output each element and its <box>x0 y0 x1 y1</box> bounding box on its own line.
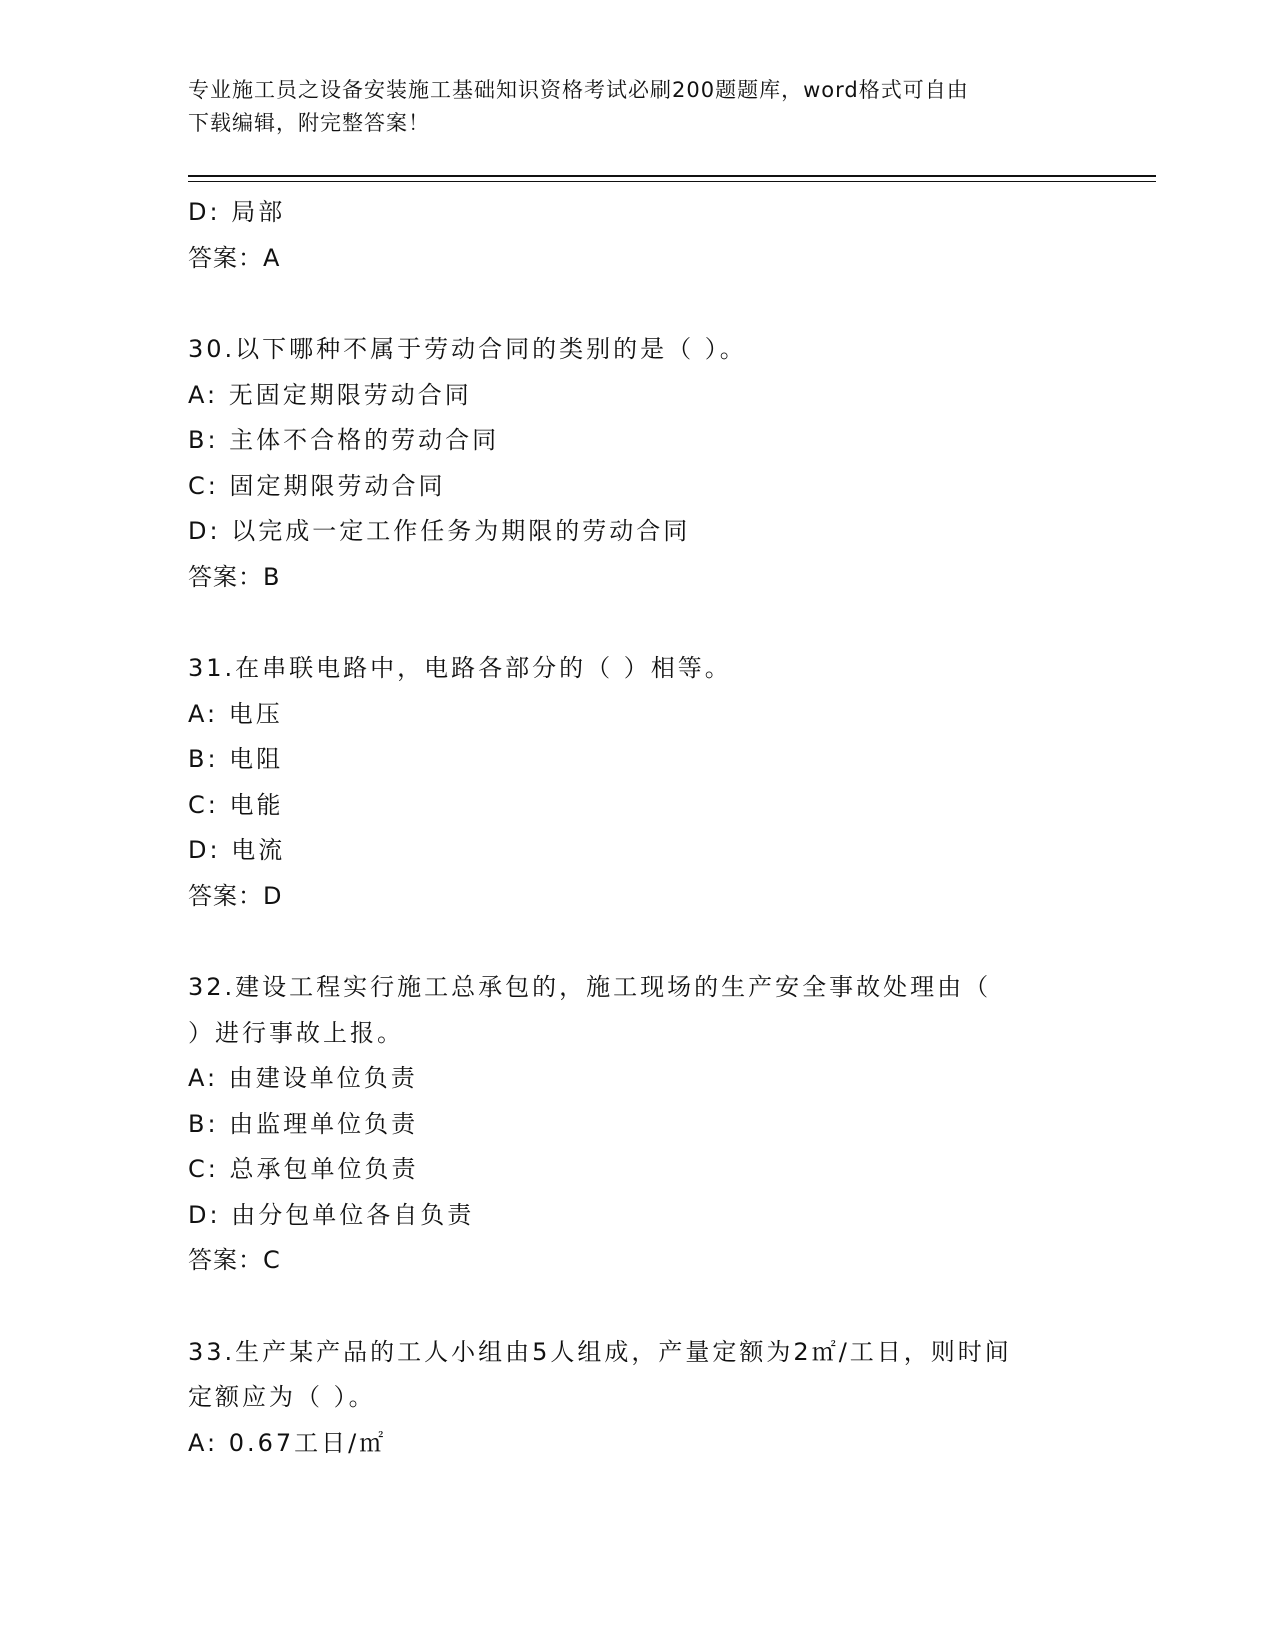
option-b: B: 由监理单位负责 <box>188 1109 419 1138</box>
option-c: C: 总承包单位负责 <box>188 1155 419 1183</box>
option-d: D: 局部 <box>188 198 286 226</box>
question-text: 30.以下哪种不属于劳动合同的类别的是（ ）。 <box>188 335 747 363</box>
question-text: 32.建设工程实行施工总承包的，施工现场的生产安全事故处理由（ <box>188 973 992 1001</box>
header-title-line-1: 专业施工员之设备安装施工基础知识资格考试必刷200题题库，word格式可自由 <box>188 78 969 102</box>
spacer <box>188 600 1088 646</box>
answer-line: 答案：D <box>188 881 283 910</box>
answer-line: 答案：A <box>188 243 281 272</box>
option-d: D: 由分包单位各自负责 <box>188 1200 475 1229</box>
option-c: C: 固定期限劳动合同 <box>188 471 446 500</box>
question-block-33 <box>188 1330 1088 1467</box>
option-d: D: 电流 <box>188 836 286 864</box>
document-header <box>188 74 1088 140</box>
header-title-line-2: 下载编辑，附完整答案！ <box>188 111 430 135</box>
question-list <box>188 190 1088 1466</box>
answer-line: 答案：B <box>188 562 281 591</box>
question-block-32 <box>188 965 1088 1284</box>
question-block-31 <box>188 646 1088 919</box>
option-d: D: 以完成一定工作任务为期限的劳动合同 <box>188 517 691 545</box>
header-divider-thick <box>188 175 1156 177</box>
option-c: C: 电能 <box>188 790 284 819</box>
option-b: B: 电阻 <box>188 745 284 773</box>
question-block-30 <box>188 327 1088 600</box>
header-divider-thin <box>188 181 1156 182</box>
spacer <box>188 1284 1088 1330</box>
answer-line: 答案：C <box>188 1246 281 1274</box>
option-a: A: 无固定期限劳动合同 <box>188 380 472 409</box>
option-a: A: 0.67工日/㎡ <box>188 1428 387 1457</box>
option-b: B: 主体不合格的劳动合同 <box>188 426 500 454</box>
spacer <box>188 919 1088 965</box>
question-text: 33.生产某产品的工人小组由5人组成，产量定额为2㎡/工日，则时间 <box>188 1337 1012 1366</box>
question-text-continued: ）进行事故上报。 <box>188 1018 404 1047</box>
spacer <box>188 281 1088 327</box>
option-a: A: 电压 <box>188 699 283 728</box>
question-text-continued: 定额应为（ ）。 <box>188 1383 376 1411</box>
question-text: 31.在串联电路中，电路各部分的（ ）相等。 <box>188 654 732 682</box>
option-a: A: 由建设单位负责 <box>188 1064 418 1092</box>
